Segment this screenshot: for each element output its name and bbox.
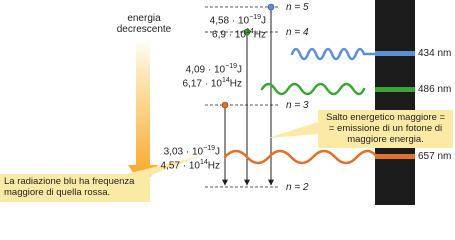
- level-label-n5: n = 5: [286, 2, 309, 13]
- level-label-n4: n = 4: [286, 27, 309, 38]
- energy-decreasing-label: energia decrescente: [116, 13, 172, 35]
- wavelength-label-green: 486 nm: [418, 84, 452, 95]
- spectrum-line-green: [375, 87, 415, 92]
- wavelength-label-red: 657 nm: [418, 151, 452, 162]
- spectrum-line-blue: [375, 51, 415, 56]
- photon-wave-red: [225, 151, 377, 163]
- callout-right-pointer: [268, 122, 318, 138]
- blue-transition-values: $4,58 \cdot 10^{-19}J$ $6,9 \cdot 10^{14}Hz$: [209, 14, 266, 41]
- electron-dot-blue: [268, 4, 274, 10]
- spectrum-strip: [375, 0, 415, 205]
- green-transition-values: $4,09 \cdot 10^{-19}J$ $6,17 \cdot 10^{14}Hz$: [182, 63, 242, 90]
- level-label-n2: n = 2: [286, 182, 309, 193]
- level-label-n3: n = 3: [286, 100, 309, 111]
- photon-wave-blue: [292, 49, 375, 59]
- callout-blue-frequency: La radiazione blu ha frequenza maggiore di quella rossa.: [0, 174, 150, 202]
- photon-wave-green: [262, 84, 364, 94]
- electron-dot-red: [222, 102, 228, 108]
- wavelength-label-blue: 434 nm: [418, 48, 452, 59]
- callout-energy-jump: Salto energetico maggiore = = emissione di un fotone di maggiore energia.: [318, 110, 453, 148]
- spectrum-line-red: [375, 154, 415, 159]
- red-transition-values: $3,03 \cdot 10^{-19}J$ $4,57 \cdot 10^{14}Hz$: [160, 145, 220, 172]
